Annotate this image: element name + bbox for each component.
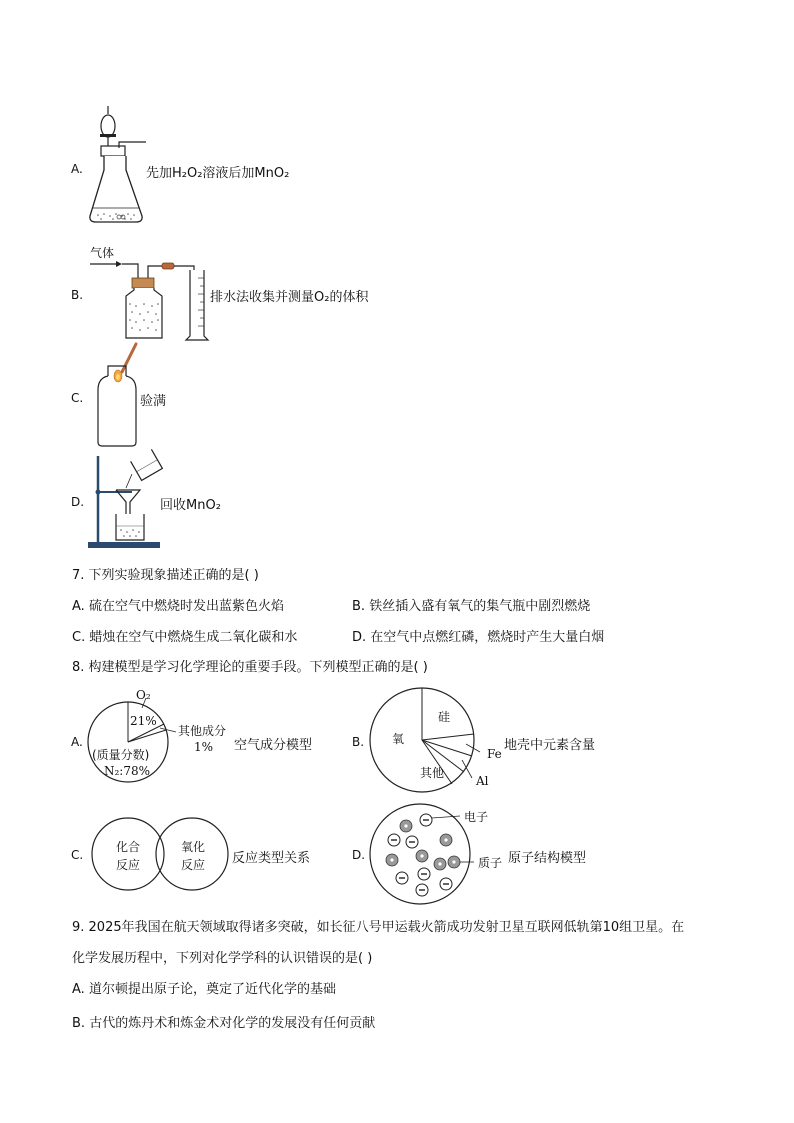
filtration-setup-illustration xyxy=(86,448,164,552)
q9-option-a[interactable] xyxy=(72,978,336,997)
q7-option-c-text: 蜡烛在空气中燃烧生成二氧化碳和水 xyxy=(89,630,298,645)
flask-with-funnel-illustration xyxy=(86,104,146,230)
question-9-stem-line1: 9. 2025年我国在航天领域取得诸多突破，如长征八号甲运载火箭成功发射卫星互联网低轨第10组卫星。在 xyxy=(72,920,685,935)
question-7-stem: 7. 下列实验现象描述正确的是( ) xyxy=(72,568,259,583)
q6-option-a-text: 先加H₂O₂溶液后加MnO₂ xyxy=(146,166,290,181)
q7-option-b-letter: B. xyxy=(352,599,366,614)
q6-option-c-text: 验满 xyxy=(140,394,167,409)
q9-option-b-letter: B. xyxy=(72,1016,86,1031)
q7-option-d[interactable] xyxy=(352,626,604,645)
o2-percentage: 21% xyxy=(130,714,157,728)
q7-option-c[interactable] xyxy=(72,626,297,645)
oxygen-label: 氧 xyxy=(392,732,405,746)
fe-label: Fe xyxy=(487,747,502,761)
oxidation-label-line2: 反应 xyxy=(181,858,206,872)
q6-option-d-text: 回收MnO₂ xyxy=(160,498,221,513)
q8-option-a-letter[interactable]: A. xyxy=(71,735,83,749)
q9-option-a-text: 道尔顿提出原子论，奠定了近代化学的基础 xyxy=(88,982,336,997)
q7-option-d-text: 在空气中点燃红磷，燃烧时产生大量白烟 xyxy=(370,630,605,645)
mass-fraction-label: (质量分数) xyxy=(92,748,150,762)
silicon-label: 硅 xyxy=(438,710,451,724)
q8-option-c-caption: 反应类型关系 xyxy=(232,851,311,866)
reaction-type-venn-diagram xyxy=(86,814,234,894)
q8-option-a-caption: 空气成分模型 xyxy=(234,738,313,753)
other-components-percentage: 1% xyxy=(194,740,214,754)
n2-percentage: N₂:78% xyxy=(104,764,151,778)
q8-option-d-letter[interactable]: D. xyxy=(352,848,366,862)
q6-option-d-letter[interactable]: D. xyxy=(71,495,85,509)
q8-option-d-caption: 原子结构模型 xyxy=(508,851,587,866)
electron-label: 电子 xyxy=(464,810,489,824)
oxidation-label-line1: 氧化 xyxy=(181,840,206,854)
q8-option-b-letter[interactable]: B. xyxy=(352,735,365,749)
q7-option-a-text: 硫在空气中燃烧时发出蓝紫色火焰 xyxy=(88,599,284,614)
question-9-stem-line2: 化学发展历程中，下列对化学学科的认识错误的是( ) xyxy=(72,951,373,966)
combination-label-line1: 化合 xyxy=(116,840,141,854)
gas-label: 气体 xyxy=(90,246,115,260)
q7-option-d-letter: D. xyxy=(352,630,367,645)
question-8-stem: 8. 构建模型是学习化学理论的重要手段。下列模型正确的是( ) xyxy=(72,660,428,675)
q6-option-b-letter[interactable]: B. xyxy=(71,288,84,302)
q9-option-a-letter: A. xyxy=(72,982,85,997)
q6-option-c-letter[interactable]: C. xyxy=(71,391,84,405)
q7-option-b-text: 铁丝插入盛有氧气的集气瓶中剧烈燃烧 xyxy=(369,599,591,614)
water-displacement-apparatus-illustration xyxy=(86,256,210,342)
q8-option-c-letter[interactable]: C. xyxy=(71,848,84,862)
q9-option-b[interactable] xyxy=(72,1012,375,1031)
q6-option-b-text: 排水法收集并测量O₂的体积 xyxy=(210,290,369,305)
other-components-label: 其他成分 xyxy=(178,724,227,738)
q7-option-b[interactable] xyxy=(352,595,590,614)
q9-option-b-text: 古代的炼丹术和炼金术对化学的发展没有任何贡献 xyxy=(89,1016,376,1031)
q8-option-b-caption: 地壳中元素含量 xyxy=(504,738,596,753)
combination-label-line2: 反应 xyxy=(116,858,141,872)
other-elements-label: 其他 xyxy=(420,766,445,780)
q7-option-a-letter: A. xyxy=(72,599,85,614)
o2-label: O₂ xyxy=(136,688,151,702)
q6-option-a-letter[interactable]: A. xyxy=(71,162,83,176)
al-label: Al xyxy=(476,774,489,788)
q7-option-a[interactable] xyxy=(72,595,284,614)
gas-bottle-with-wood-splint-illustration xyxy=(92,342,142,448)
q7-option-c-letter: C. xyxy=(72,630,86,645)
proton-label: 质子 xyxy=(478,856,503,870)
